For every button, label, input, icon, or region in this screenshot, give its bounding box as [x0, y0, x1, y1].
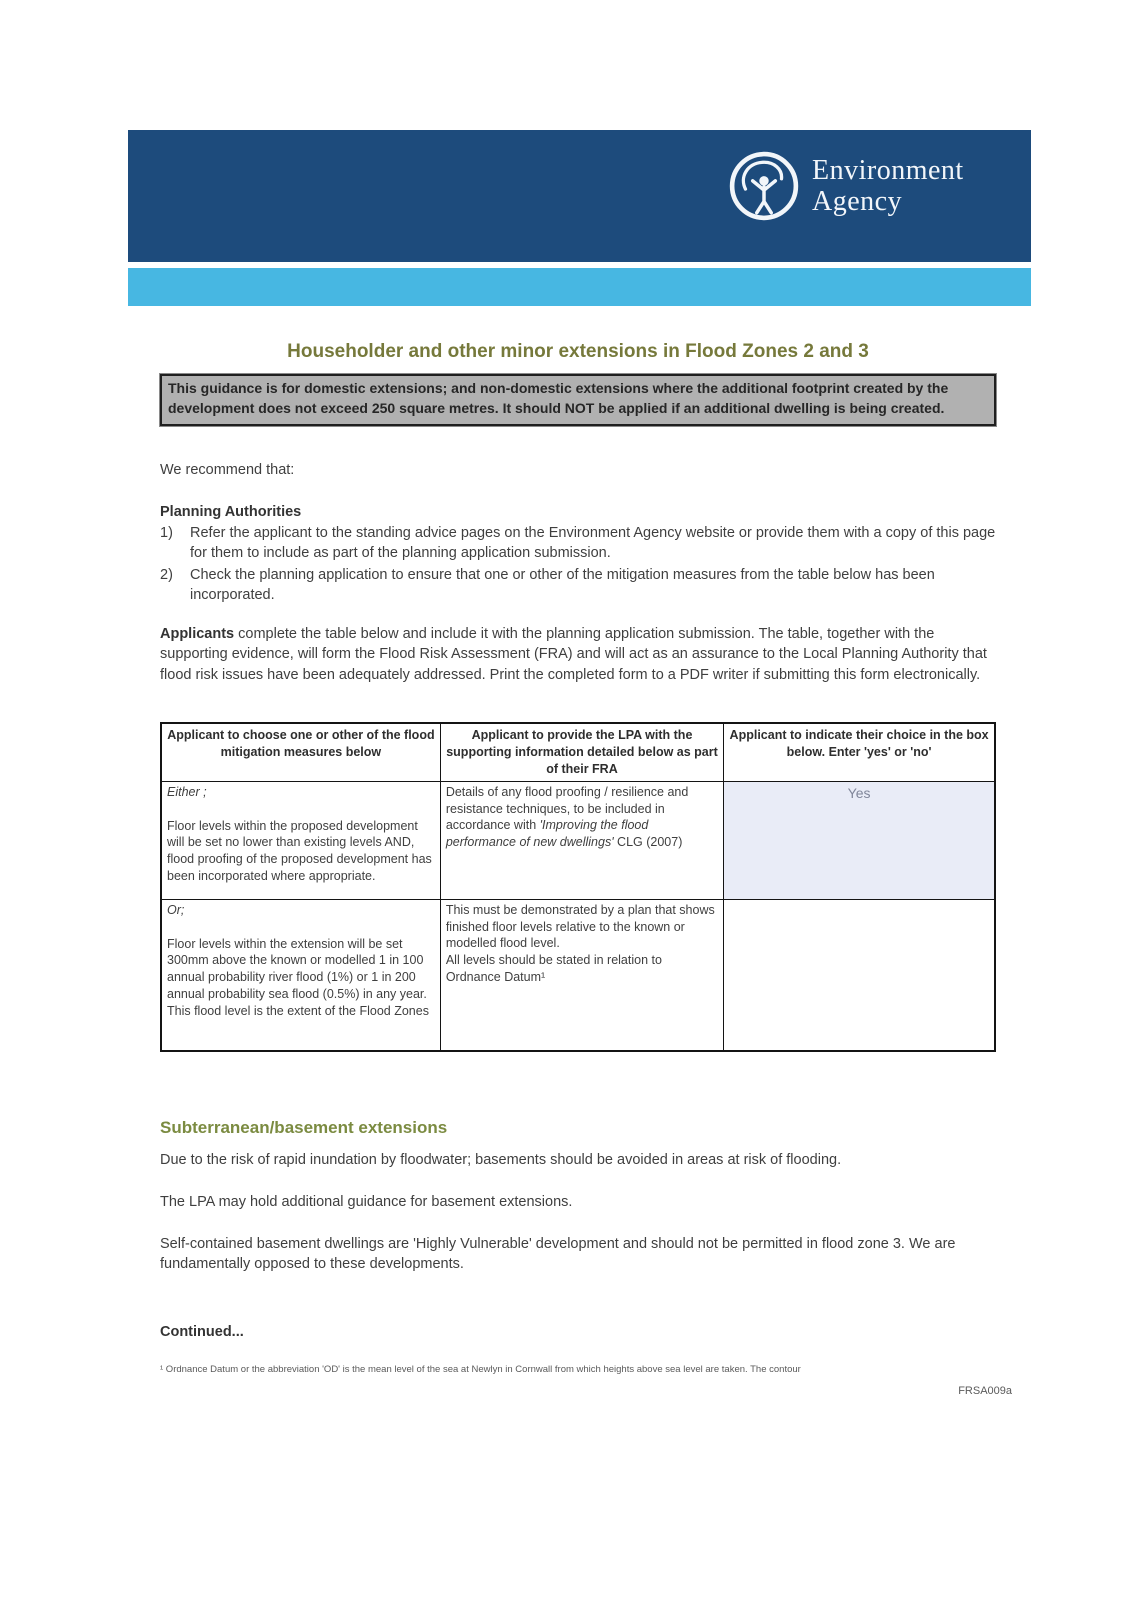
measure-cell-either — [161, 781, 440, 899]
applicants-rest: complete the table below and include it with the planning application submission. The table, together with the supporting evidence, will form the Flood Risk Assessment (FRA) and will act as an assurance to the Local Planning Authority that flood risk issues have been adequately addressed. Print the completed form to a PDF writer if submitting this form electronically. — [160, 626, 987, 683]
list-item-number: 1) — [160, 525, 173, 541]
notice-box: This guidance is for domestic extensions; and non-domestic extensions where the additional footprint created by the development does not exceed 250 square metres. It should NOT be applied if an additional dwelling is being created. — [160, 374, 996, 426]
document-reference: FRSA009a — [958, 1385, 1012, 1397]
basement-paragraph-3: Self-contained basement dwellings are 'Highly Vulnerable' development and should not be permitted in flood zone 3. We are fundamentally opposed to these developments. — [160, 1236, 956, 1273]
basement-paragraph-2: The LPA may hold additional guidance for basement extensions. — [160, 1194, 573, 1210]
choice-field-yes[interactable]: Yes — [724, 781, 995, 899]
supporting-info-cell — [440, 781, 723, 899]
measure-intro: Either ; — [167, 784, 207, 799]
ordnance-datum-footnote: ¹ Ordnance Datum or the abbreviation 'OD' is the mean level of the sea at Newlyn in Cornwall from which heights above sea level are taken. The contour — [160, 1364, 801, 1375]
planning-authorities-list — [160, 523, 996, 606]
list-item-text: Check the planning application to ensure that one or other of the mitigation measures from the table below has been incorporated. — [190, 566, 935, 603]
ea-logo — [728, 150, 964, 222]
supporting-info-cell — [440, 899, 723, 1051]
applicants-lead: Applicants — [160, 626, 235, 642]
table-row — [161, 899, 995, 1051]
measure-intro: Or; — [167, 902, 185, 917]
header-band-dark — [128, 130, 1031, 262]
list-item — [160, 523, 996, 564]
ea-logo-icon — [728, 150, 800, 222]
logo-line-2: Agency — [812, 186, 903, 217]
basement-section-heading: Subterranean/basement extensions — [160, 1118, 448, 1137]
continued-label: Continued... — [160, 1324, 244, 1340]
column-header-choice: Applicant to indicate their choice in the box below. Enter 'yes' or 'no' — [724, 723, 995, 781]
column-header-supporting-info: Applicant to provide the LPA with the supporting information detailed below as part of their FRA — [440, 723, 723, 781]
measure-text: Floor levels within the extension will be set 300mm above the known or modelled 1 in 100 annual probability river flood (1%) or 1 in 200 annual probability sea flood (0.5%) in any year. This flood level is the extent of the Flood Zones — [167, 936, 429, 1018]
table-row — [161, 781, 995, 899]
basement-paragraph-1: Due to the risk of rapid inundation by floodwater; basements should be avoided in areas at risk of flooding. — [160, 1152, 842, 1168]
page-title: Householder and other minor extensions in Flood Zones 2 and 3 — [287, 341, 869, 362]
supporting-text-line2: All levels should be stated in relation to Ordnance Datum¹ — [445, 953, 662, 985]
list-item — [160, 565, 996, 606]
choice-field-empty[interactable] — [724, 899, 995, 1051]
list-item-number: 2) — [160, 566, 173, 583]
planning-authorities-heading: Planning Authorities — [160, 504, 302, 520]
supporting-text-end: CLG (2007) — [613, 835, 683, 850]
logo-line-1: Environment — [812, 155, 964, 186]
supporting-text: Details of any flood proofing / resilience and resistance techniques, to be included in accordance with — [445, 784, 689, 833]
supporting-citation: 'Improving the flood performance of new dwellings' — [445, 818, 649, 850]
applicants-paragraph — [160, 624, 996, 685]
measure-text: Floor levels within the proposed development will be set no lower than existing levels AND, flood proofing of the proposed development has been incorporated where appropriate. — [167, 818, 432, 884]
mitigation-table — [160, 722, 996, 1052]
ea-logo-wordmark — [812, 155, 964, 217]
column-header-measures: Applicant to choose one or other of the flood mitigation measures below — [161, 723, 440, 781]
mitigation-table-container — [160, 722, 996, 1052]
list-item-text: Refer the applicant to the standing advice pages on the Environment Agency website or provide them with a copy of this page for them to include as part of the planning application submission. — [190, 525, 996, 562]
table-header-row — [161, 723, 995, 781]
supporting-text-line1: This must be demonstrated by a plan that shows finished floor levels relative to the known or modelled flood level. — [445, 902, 715, 951]
recommend-line: We recommend that: — [160, 462, 295, 478]
header-band-light — [128, 268, 1031, 306]
measure-cell-or — [161, 899, 440, 1051]
